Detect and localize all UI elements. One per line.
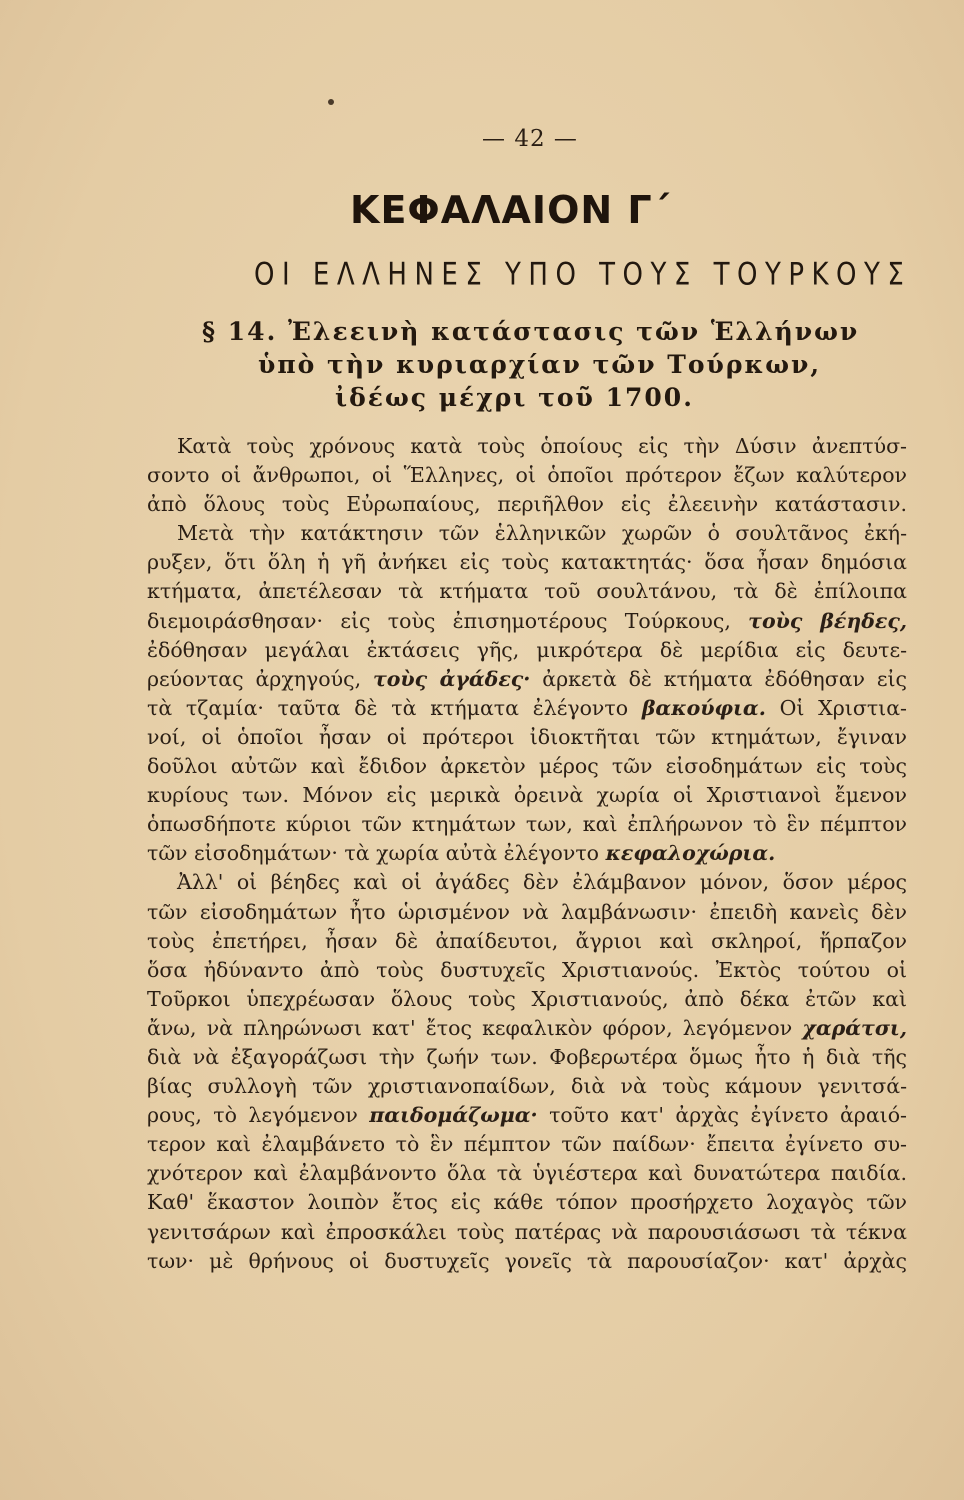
text-segment: ρεύοντας ἀρχηγούς,	[147, 666, 362, 691]
text-line: ρυξεν, ὅτι ὅλη ἡ γῆ ἀνήκει εἰς τοὺς κατακτητάς· ὅσα ἦσαν δημόσια	[147, 550, 907, 575]
text-line	[147, 694, 907, 723]
page-number: — 42 —	[482, 126, 578, 152]
text-segment: τοῦτο κατ' ἀρχὰς ἐγίνετο ἀραιό-	[537, 1103, 907, 1128]
section-heading-line: ἰδέως μέχρι τοῦ 1700.	[335, 383, 694, 412]
emphasis-term: κεφαλοχώρια.	[605, 841, 776, 866]
text-segment: ἀρκετὰ δὲ κτήματα ἐδόθησαν εἰς	[530, 666, 907, 691]
text-segment: τὰ τζαμία· ταῦτα δὲ τὰ κτήματα ἐλέγοντο	[147, 695, 629, 720]
text-line: τοὺς ἐπετήρει, ἦσαν δὲ ἀπαίδευτοι, ἄγριοι καὶ σκληροί, ἥρπαζον	[147, 928, 907, 953]
text-line: νοί, οἱ ὁποῖοι ἦσαν οἱ πρότεροι ἰδιοκτῆται τῶν κτημάτων, ἔγιναν	[147, 724, 907, 749]
emphasis-term: χαράτσι,	[802, 1015, 907, 1040]
emphasis-term: τοὺς βέηδες,	[748, 608, 907, 633]
text-line: κυρίους των. Μόνον εἰς μερικὰ ὀρεινὰ χωρία οἱ Χριστιανοὶ ἔμενον	[147, 783, 907, 808]
chapter-subtitle: ΟΙ ΕΛΛΗΝΕΣ ΥΠΟ ΤΟΥΣ ΤΟΥΡΚΟΥΣ	[254, 257, 912, 293]
text-segment: Οἱ Χριστια-	[765, 695, 907, 720]
emphasis-term: βακούφια.	[641, 695, 766, 720]
text-line: Μετὰ τὴν κατάκτησιν τῶν ἑλληνικῶν χωρῶν ὁ σουλτᾶνος ἐκή-	[177, 521, 907, 546]
text-line: Ἀλλ' οἱ βέηδες καὶ οἱ ἀγάδες δὲν ἐλάμβανον μόνον, ὅσον μέρος	[177, 870, 907, 895]
text-line: τερον καὶ ἐλαμβάνετο τὸ ἓν πέμπτον τῶν παίδων· ἔπειτα ἐγίνετο συ-	[147, 1132, 907, 1157]
text-line: γενιτσάρων καὶ ἐπροσκάλει τοὺς πατέρας νὰ παρουσιάσωσι τὰ τέκνα	[147, 1219, 907, 1244]
text-line: τῶν εἰσοδημάτων ἦτο ὡρισμένον νὰ λαμβάνωσιν· ἐπειδὴ κανεὶς δὲν	[147, 899, 907, 924]
text-line: ἐδόθησαν μεγάλαι ἐκτάσεις γῆς, μικρότερα δὲ μερίδια εἰς δευτε-	[147, 637, 907, 662]
text-line	[147, 839, 907, 868]
text-line: χνότερον καὶ ἐλαμβάνοντο ὅλα τὰ ὑγιέστερα καὶ δυνατώτερα παιδία.	[147, 1161, 907, 1186]
text-line	[147, 1101, 907, 1130]
text-line	[147, 607, 907, 636]
text-line: των· μὲ θρήνους οἱ δυστυχεῖς γονεῖς τὰ παρουσίαζον· κατ' ἀρχὰς	[147, 1248, 907, 1273]
text-line: Καθ' ἕκαστον λοιπὸν ἔτος εἰς κάθε τόπον προσήρχετο λοχαγὸς τῶν	[147, 1190, 907, 1215]
section-heading-line: § 14. Ἐλεεινὴ κατάστασις τῶν Ἑλλήνων	[202, 317, 860, 346]
text-line: δοῦλοι αὐτῶν καὶ ἔδιδον ἀρκετὸν μέρος τῶν εἰσοδημάτων εἰς τοὺς	[147, 754, 907, 779]
emphasis-term: τοὺς ἀγάδες·	[372, 666, 531, 691]
text-line: σοντο οἱ ἄνθρωποι, οἱ Ἕλληνες, οἱ ὁποῖοι πρότερον ἔζων καλύτερον	[147, 463, 907, 488]
text-segment: ρους, τὸ λεγόμενον	[147, 1103, 358, 1128]
section-heading	[202, 315, 860, 414]
text-line: Τοῦρκοι ὑπεχρέωσαν ὅλους τοὺς Χριστιανούς, ἀπὸ δέκα ἐτῶν καὶ	[147, 986, 907, 1011]
text-line: βίας συλλογὴ τῶν χριστιανοπαίδων, διὰ νὰ τοὺς κάμουν γενιτσά-	[147, 1074, 907, 1099]
text-segment: τῶν εἰσοδημάτων· τὰ χωρία αὐτὰ ἐλέγοντο	[147, 841, 600, 866]
text-segment: ἄνω, νὰ πληρώνωσι κατ' ἔτος κεφαλικὸν φόρον, λεγόμενον	[147, 1015, 793, 1040]
emphasis-term: παιδομάζωμα·	[369, 1103, 538, 1128]
text-line: ὁπωσδήποτε κύριοι τῶν κτημάτων των, καὶ ἐπλήρωνον τὸ ἓν πέμπτον	[147, 812, 907, 837]
chapter-title: ΚΕΦΑΛΑΙΟΝ Γ΄	[350, 188, 671, 232]
text-segment: διεμοιράσθησαν· εἰς τοὺς ἐπισημοτέρους Τούρκους,	[147, 608, 731, 633]
text-line: ὅσα ἠδύναντο ἀπὸ τοὺς δυστυχεῖς Χριστιανούς. Ἐκτὸς τούτου οἱ	[147, 957, 907, 982]
section-heading-line: ὑπὸ τὴν κυριαρχίαν τῶν Τούρκων,	[258, 350, 822, 379]
body-text	[147, 432, 907, 1276]
text-line	[147, 665, 907, 694]
text-line	[147, 1014, 907, 1043]
text-line: Κατὰ τοὺς χρόνους κατὰ τοὺς ὁποίους εἰς τὴν Δύσιν ἀνεπτύσ-	[177, 434, 907, 458]
text-line: διὰ νὰ ἐξαγοράζωσι τὴν ζωήν των. Φοβερωτέρα ὅμως ἦτο ἡ διὰ τῆς	[147, 1044, 907, 1069]
text-line: ἀπὸ ὅλους τοὺς Εὐρωπαίους, περιῆλθον εἰς ἐλεεινὴν κατάστασιν.	[147, 492, 907, 517]
text-line: κτήματα, ἀπετέλεσαν τὰ κτήματα τοῦ σουλτάνου, τὰ δὲ ἐπίλοιπα	[147, 579, 907, 604]
ink-spot	[328, 99, 334, 105]
